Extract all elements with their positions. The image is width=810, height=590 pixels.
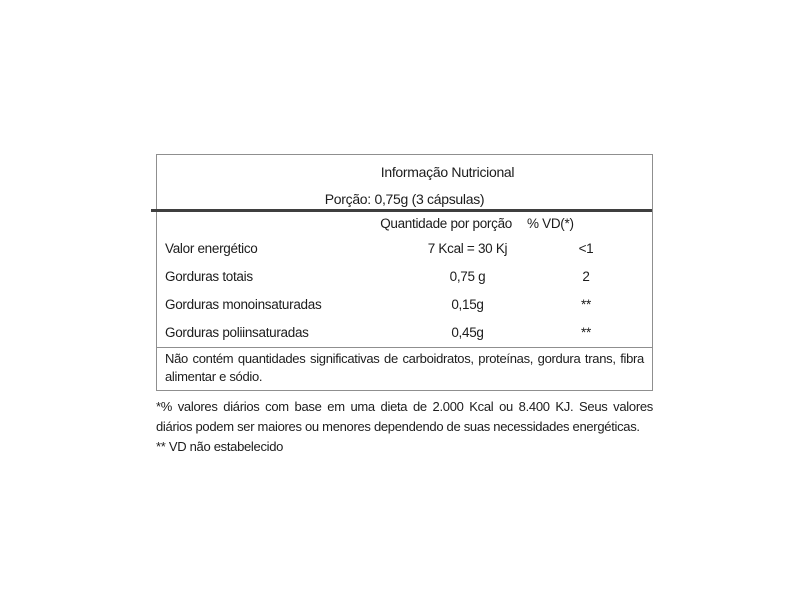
- thick-divider: [151, 209, 652, 212]
- nutrient-quantity: 0,15g: [451, 297, 484, 312]
- nutrient-vd: **: [581, 297, 591, 312]
- nutrient-name: Gorduras totais: [165, 269, 253, 284]
- nutrient-vd: 2: [582, 269, 590, 284]
- nutrition-label: [156, 154, 653, 457]
- column-header-quantity: Quantidade por porção: [380, 215, 512, 231]
- table-header-block: [157, 155, 652, 209]
- table-row-gorduras-monoinsaturadas: [157, 291, 652, 319]
- nutrition-facts-grid: [157, 212, 652, 347]
- daily-values-footnote: *% valores diários com base em uma dieta de 2.000 Kcal ou 8.400 KJ. Seus valores diários podem ser maiores ou menores dependendo de suas necessidades energéticas.: [156, 399, 653, 434]
- nutrient-quantity: 0,75 g: [449, 269, 486, 284]
- nutrient-quantity: 7 Kcal = 30 Kj: [427, 241, 508, 256]
- serving-size: Porção: 0,75g (3 cápsulas): [324, 191, 485, 207]
- no-significant-amounts-note: Não contém quantidades significativas de carboidratos, proteínas, gordura trans, fibra alimentar e sódio.: [157, 347, 652, 390]
- nutrient-name: Gorduras poliinsaturadas: [165, 325, 309, 340]
- nutrient-quantity: 0,45g: [451, 325, 484, 340]
- nutrient-name: Gorduras monoinsaturadas: [165, 297, 322, 312]
- column-header-row: [157, 212, 652, 235]
- column-header-vd: % VD(*): [527, 215, 574, 231]
- nutrient-vd: **: [581, 325, 591, 340]
- table-row-valor-energetico: [157, 235, 652, 263]
- table-row-gorduras-totais: [157, 263, 652, 291]
- footnotes-block: [156, 397, 653, 457]
- nutrient-name: Valor energético: [165, 241, 258, 256]
- table-title: Informação Nutricional: [380, 164, 515, 180]
- table-row-gorduras-poliinsaturadas: [157, 319, 652, 347]
- nutrition-table: [156, 154, 653, 391]
- nutrient-vd: <1: [578, 241, 594, 256]
- vd-not-established-footnote: ** VD não estabelecido: [156, 439, 284, 454]
